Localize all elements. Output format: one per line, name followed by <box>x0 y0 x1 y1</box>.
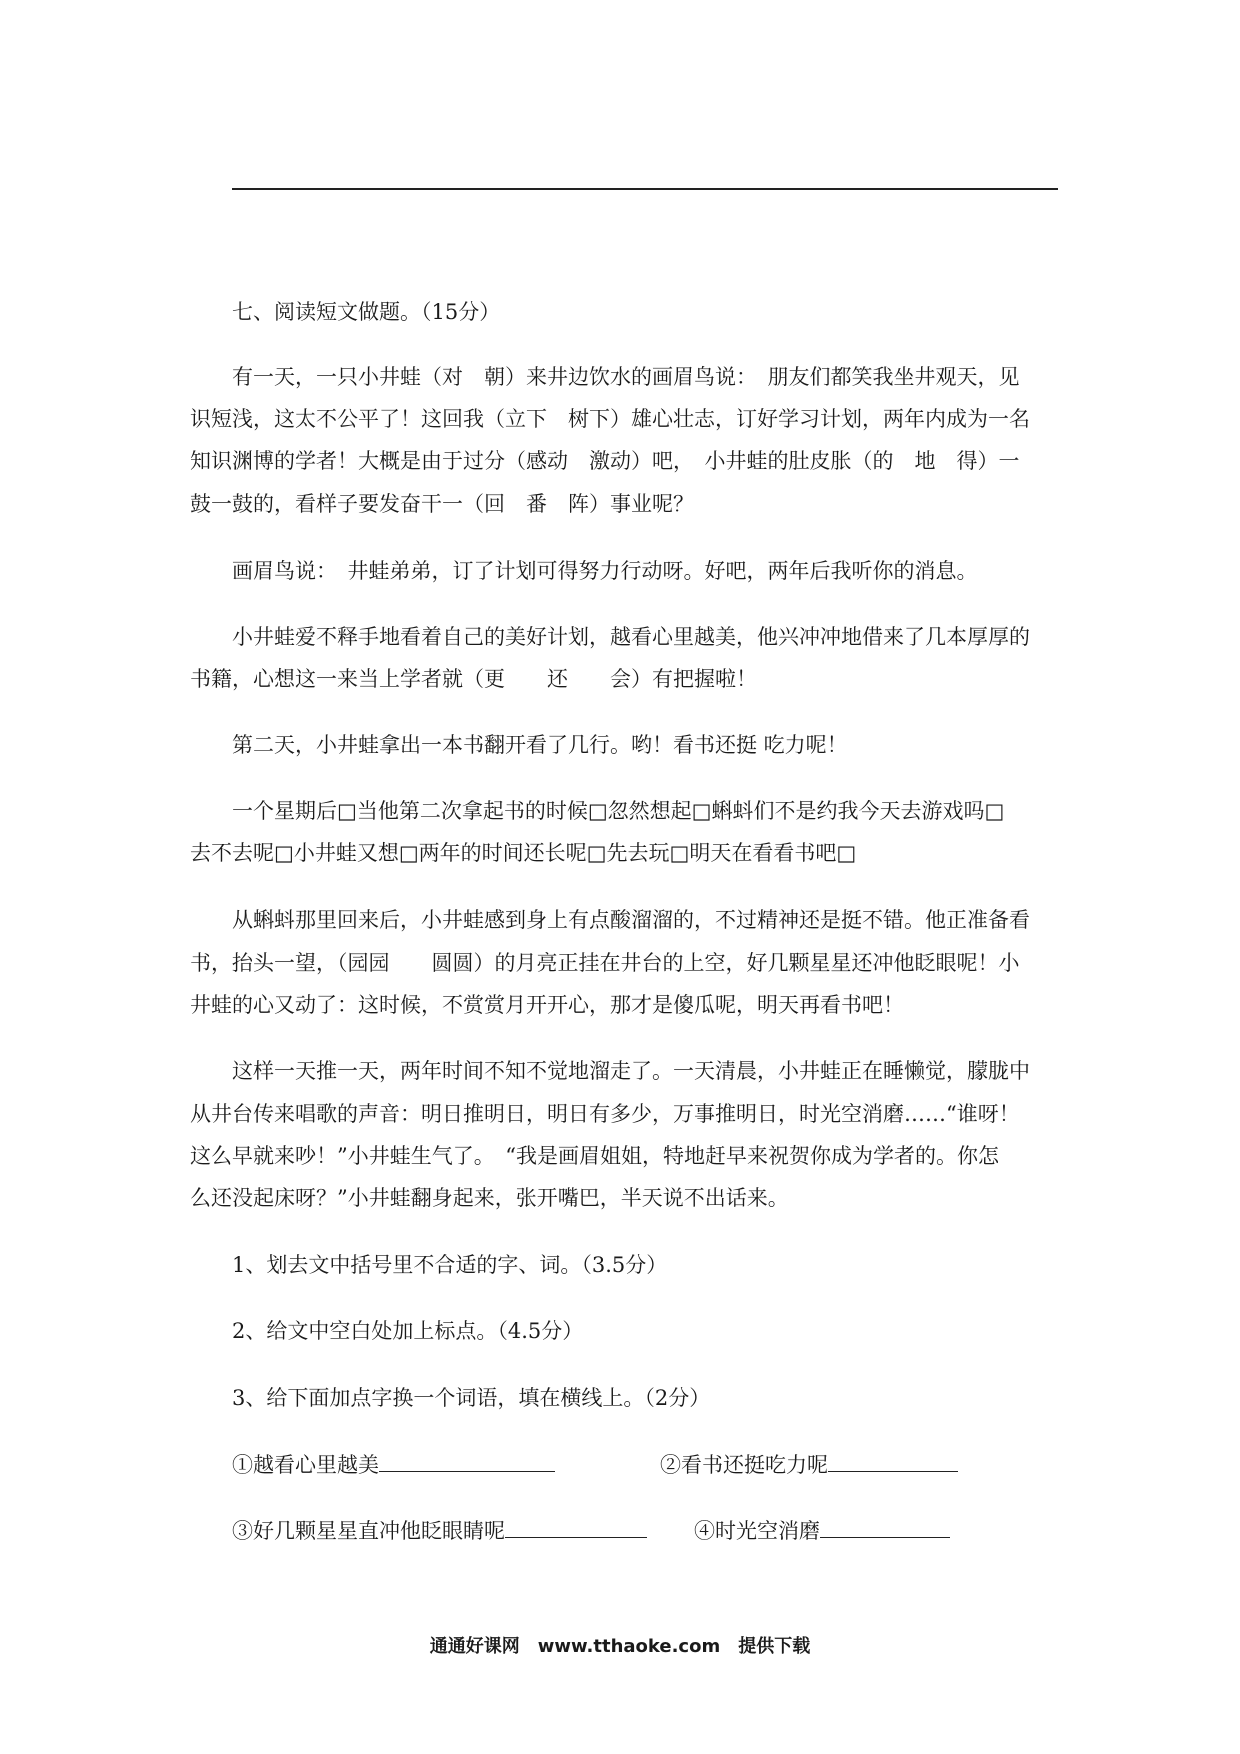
story-line: 第二天，小井蛙拿出一本书翻开看了几行。哟！看书还挺 吃力呢！ <box>232 733 848 757</box>
answer-blank-3a[interactable] <box>379 1449 555 1472</box>
answer-blank-3c[interactable] <box>505 1515 647 1538</box>
question-3b-text: ②看书还挺吃力呢 <box>660 1453 828 1477</box>
story-line: 知识渊博的学者！大概是由于过分（感动 激动）吧， 小井蛙的肚皮胀（的 地 得）一 <box>190 449 1020 473</box>
question-3c-text: ③好几颗星星直冲他眨眼睛呢 <box>232 1519 505 1543</box>
story-line: 么还没起床呀？”小井蛙翻身起来，张开嘴巴，半天说不出话来。 <box>190 1186 789 1210</box>
story-line: 画眉鸟说： 井蛙弟弟，订了计划可得努力行动呀。好吧，两年后我听你的消息。 <box>232 559 978 583</box>
story-line: 从蝌蚪那里回来后，小井蛙感到身上有点酸溜溜的，不过精神还是挺不错。他正准备看 <box>232 908 1030 932</box>
story-line: 一个星期后□当他第二次拿起书的时候□忽然想起□蝌蚪们不是约我今天去游戏吗□ <box>232 799 1005 823</box>
section-title: 七、阅读短文做题。（15分） <box>232 300 501 324</box>
answer-blank-3b[interactable] <box>828 1449 958 1472</box>
story-line: 这么早就来吵！”小井蛙生气了。 “我是画眉姐姐，特地赶早来祝贺你成为学者的。你怎 <box>190 1144 999 1168</box>
question-3: 3、给下面加点字换一个词语，填在横线上。（2分） <box>232 1386 711 1410</box>
story-line: 井蛙的心又动了：这时候，不赏赏月开开心，那才是傻瓜呢，明天再看书吧！ <box>190 993 904 1017</box>
question-2: 2、给文中空白处加上标点。（4.5分） <box>232 1319 584 1343</box>
question-3b <box>660 1449 958 1480</box>
question-3a <box>232 1449 555 1480</box>
story-line: 小井蛙爱不释手地看着自己的美好计划，越看心里越美，他兴冲冲地借来了几本厚厚的 <box>232 625 1030 649</box>
story-line: 识短浅，这太不公平了！这回我（立下 树下）雄心壮志，订好学习计划，两年内成为一名 <box>190 407 1030 431</box>
story-line: 从井台传来唱歌的声音：明日推明日，明日有多少，万事推明日，时光空消磨……“谁呀！ <box>190 1102 1020 1126</box>
question-3c <box>232 1515 647 1546</box>
story-line: 书，抬头一望，（园园 圆圆）的月亮正挂在井台的上空，好几颗星星还冲他眨眼呢！小 <box>190 951 1020 975</box>
footer-credit: 通通好课网 www.tthaoke.com 提供下载 <box>429 1636 811 1657</box>
question-3a-text: ①越看心里越美 <box>232 1453 379 1477</box>
story-line: 书籍，心想这一来当上学者就（更 还 会）有把握啦！ <box>190 667 757 691</box>
story-line: 有一天，一只小井蛙（对 朝）来井边饮水的画眉鸟说： 朋友们都笑我坐井观天，见 <box>232 365 1020 389</box>
story-line: 鼓一鼓的，看样子要发奋干一（回 番 阵）事业呢？ <box>190 492 694 516</box>
question-3d-text: ④时光空消磨 <box>694 1519 820 1543</box>
question-1: 1、划去文中括号里不合适的字、词。（3.5分） <box>232 1253 668 1277</box>
story-line: 这样一天推一天，两年时间不知不觉地溜走了。一天清晨，小井蛙正在睡懒觉，朦胧中 <box>232 1059 1030 1083</box>
question-3d <box>694 1515 950 1546</box>
answer-blank-3d[interactable] <box>820 1515 950 1538</box>
story-line: 去不去呢□小井蛙又想□两年的时间还长呢□先去玩□明天在看看书吧□ <box>190 841 857 865</box>
top-rule-line <box>232 188 1058 190</box>
